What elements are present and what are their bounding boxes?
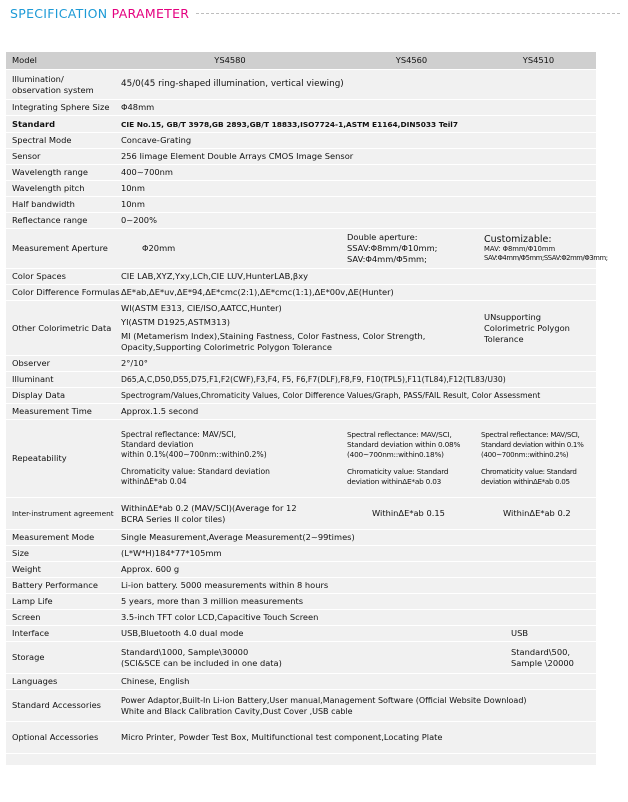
row-value: Micro Printer, Powder Test Box, Multifunctional test component,Locating Plate — [116, 722, 596, 754]
row-value: Approx.1.5 second — [116, 404, 596, 420]
repeatability-ys4560: Spectral reflectance: MAV/SCI, Standard deviation within 0.08% (400~700nm::within0.18%) Chromaticity value: Standard deviation withinΔE*ab 0.03 — [342, 420, 479, 498]
table-row — [6, 626, 596, 642]
row-label: Illuminant — [6, 372, 116, 388]
aperture-ys4560: Double aperture: SSAV:Φ8mm/Φ10mm; SAV:Φ4mm/Φ5mm; — [342, 229, 479, 269]
row-value: Single Measurement,Average Measurement(2~99times) — [116, 530, 596, 546]
table-row — [6, 116, 596, 133]
table-row — [6, 301, 596, 356]
row-value: Li-ion battery. 5000 measurements within 8 hours — [116, 578, 596, 594]
row-label: Size — [6, 546, 116, 562]
row-label: Repeatability — [6, 420, 116, 498]
table-row — [6, 213, 596, 229]
row-label: Spectral Mode — [6, 133, 116, 149]
row-label: Lamp Life — [6, 594, 116, 610]
row-label: Standard — [6, 116, 116, 133]
aperture-ys4580: Φ20mm — [116, 229, 342, 269]
table-row — [6, 165, 596, 181]
row-value: 10nm — [116, 181, 596, 197]
spec-table — [6, 52, 608, 754]
row-value: Φ48mm — [116, 100, 596, 116]
title-divider — [196, 13, 620, 14]
row-label: Illumination/ observation system — [6, 70, 116, 100]
model-ys4580: YS4580 — [116, 52, 342, 70]
table-row — [6, 100, 596, 116]
table-row — [6, 594, 596, 610]
row-label: Interface — [6, 626, 116, 642]
row-value: 2°/10° — [116, 356, 596, 372]
row-label: Color Difference Formulas — [6, 285, 116, 301]
row-label: Wavelength pitch — [6, 181, 116, 197]
table-row — [6, 181, 596, 197]
table-row — [6, 356, 596, 372]
table-row — [6, 578, 596, 594]
interface-ys4510: USB — [479, 626, 596, 642]
row-label: Other Colorimetric Data — [6, 301, 116, 356]
table-row — [6, 70, 596, 100]
row-value: 45/0(45 ring-shaped illumination, vertical viewing) — [116, 70, 596, 100]
row-value: Spectrogram/Values,Chromaticity Values, Color Difference Values/Graph, PASS/FAIL Result, Color Assessment — [116, 388, 596, 404]
row-value: D65,A,C,D50,D55,D75,F1,F2(CWF),F3,F4, F5, F6,F7(DLF),F8,F9, F10(TPL5),F11(TL84),F12(TL83/U30) — [116, 372, 596, 388]
row-value: Chinese, English — [116, 674, 596, 690]
aperture-ys4510: Customizable: MAV: Φ8mm/Φ10mm SAV:Φ4mm/Φ5mm;SSAV:Φ2mm/Φ3mm; — [479, 229, 596, 269]
row-label: Integrating Sphere Size — [6, 100, 116, 116]
row-label: Weight — [6, 562, 116, 578]
storage-value: Standard\1000, Sample\30000 (SCI&SCE can be included in one data) — [116, 642, 479, 674]
row-label: Screen — [6, 610, 116, 626]
table-row — [6, 530, 596, 546]
colorimetric-ys4510: UNsupporting Colorimetric Polygon Tolerance — [479, 301, 596, 356]
table-row — [6, 642, 596, 674]
row-label: Wavelength range — [6, 165, 116, 181]
storage-ys4510: Standard\500, Sample \20000 — [479, 642, 596, 674]
model-ys4510: YS4510 — [479, 52, 596, 70]
row-value: Approx. 600 g — [116, 562, 596, 578]
row-value: 5 years, more than 3 million measurements — [116, 594, 596, 610]
table-row — [6, 372, 596, 388]
table-row — [6, 388, 596, 404]
model-ys4560: YS4560 — [342, 52, 479, 70]
table-row — [6, 690, 596, 722]
table-row — [6, 498, 596, 530]
row-label: Observer — [6, 356, 116, 372]
table-row — [6, 197, 596, 213]
table-row — [6, 674, 596, 690]
row-label: Half bandwidth — [6, 197, 116, 213]
row-label: Standard Accessories — [6, 690, 116, 722]
inter-instrument-ys4580: WithinΔE*ab 0.2 (MAV/SCI)(Average for 12 BCRA Series II color tiles) — [116, 498, 342, 530]
row-value: 10nm — [116, 197, 596, 213]
row-value: Concave-Grating — [116, 133, 596, 149]
table-row — [6, 133, 596, 149]
table-row — [6, 610, 596, 626]
row-label: Storage — [6, 642, 116, 674]
table-row — [6, 269, 596, 285]
table-row — [6, 229, 596, 269]
interface-value: USB,Bluetooth 4.0 dual mode — [116, 626, 479, 642]
row-label: Measurement Mode — [6, 530, 116, 546]
row-value: 3.5-inch TFT color LCD,Capacitive Touch Screen — [116, 610, 596, 626]
row-label: Sensor — [6, 149, 116, 165]
row-value: 256 Iimage Element Double Arrays CMOS Image Sensor — [116, 149, 596, 165]
row-label: Model — [6, 52, 116, 70]
row-label: Measurement Aperture — [6, 229, 116, 269]
row-label: Color Spaces — [6, 269, 116, 285]
row-value: CIE LAB,XYZ,Yxy,LCh,CIE LUV,HunterLAB,βxy — [116, 269, 596, 285]
colorimetric-list: WI(ASTM E313, CIE/ISO,AATCC,Hunter) YI(ASTM D1925,ASTM313) MI (Metamerism Index),Staining Fastness, Color Fastness, Color Strength, Opacity,Supporting Colorimetric Polygon Tolerance — [116, 301, 479, 356]
row-value: CIE No.15, GB/T 3978,GB 2893,GB/T 18833,ISO7724-1,ASTM E1164,DIN5033 Teil7 — [116, 116, 596, 133]
row-value: 400~700nm — [116, 165, 596, 181]
row-value: 0~200% — [116, 213, 596, 229]
table-row — [6, 420, 596, 498]
row-label: Languages — [6, 674, 116, 690]
row-label: Reflectance range — [6, 213, 116, 229]
section-title: SPECIFICATION PARAMETER — [10, 6, 190, 21]
row-value: (L*W*H)184*77*105mm — [116, 546, 596, 562]
row-label: Display Data — [6, 388, 116, 404]
inter-instrument-ys4560: WithinΔE*ab 0.15 — [342, 498, 479, 530]
model-header-row — [6, 52, 596, 70]
table-row — [6, 562, 596, 578]
row-label: Optional Accessories — [6, 722, 116, 754]
table-row — [6, 149, 596, 165]
repeatability-ys4580: Spectral reflectance: MAV/SCI, Standard deviation within 0.1%(400~700nm::within0.2%) Chromaticity value: Standard deviation withinΔE*ab 0.04 — [116, 420, 342, 498]
table-row — [6, 404, 596, 420]
row-value: ΔE*ab,ΔE*uv,ΔE*94,ΔE*cmc(2:1),ΔE*cmc(1:1),ΔE*00v,ΔE(Hunter) — [116, 285, 596, 301]
table-row — [6, 546, 596, 562]
accessories-value: Power Adaptor,Built-In Li-ion Battery,User manual,Management Software (Official Website Download) White and Black Calibration Cavity,Dust Cover ,USB cable — [116, 690, 596, 722]
inter-instrument-ys4510: WithinΔE*ab 0.2 — [479, 498, 596, 530]
row-label: Measurement Time — [6, 404, 116, 420]
table-row — [6, 722, 596, 754]
row-label: Inter-instrument agreement — [6, 498, 116, 530]
repeatability-ys4510: Spectral reflectance: MAV/SCI, Standard deviation within 0.1% (400~700nm::within0.2%) Chromaticity value: Standard deviation withinΔE*ab 0.05 — [479, 420, 596, 498]
row-label: Battery Performance — [6, 578, 116, 594]
table-row — [6, 285, 596, 301]
